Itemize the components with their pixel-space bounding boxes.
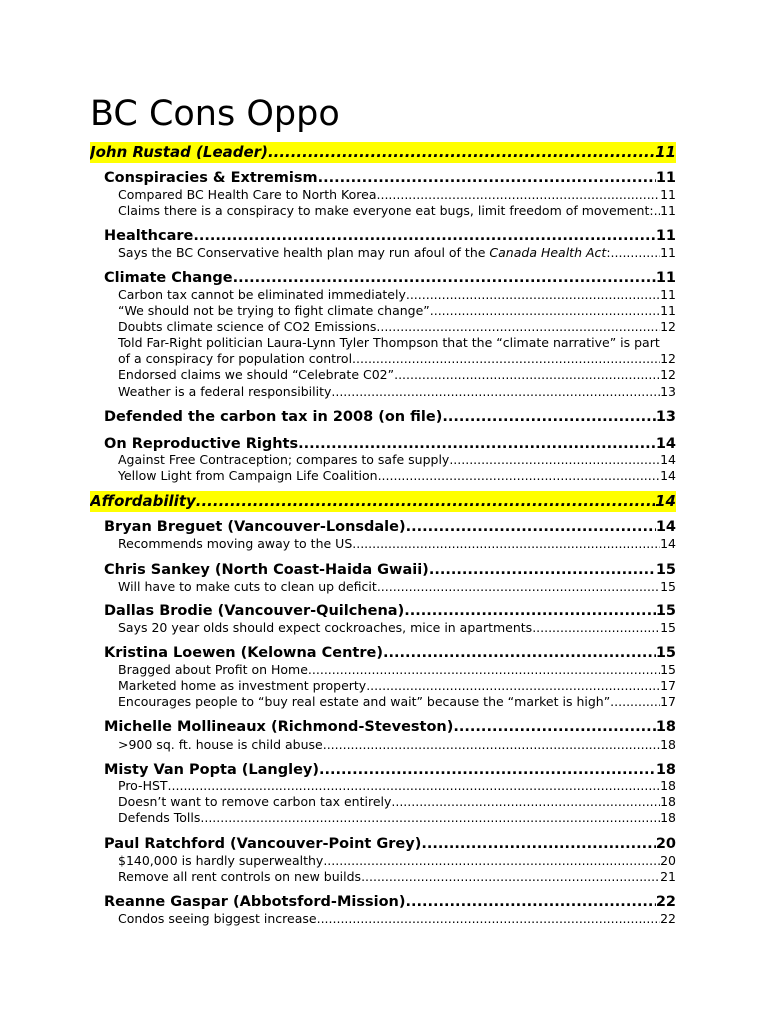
toc-entry-text: Says the BC Conservative health plan may run afoul of the — [118, 245, 490, 260]
toc-page-number: 14 — [660, 468, 676, 483]
toc-entry-level3[interactable] — [118, 620, 676, 636]
toc-page-number: 14 — [655, 436, 676, 452]
toc-page-number: 22 — [660, 911, 676, 926]
toc-entry-text: Marketed home as investment property — [118, 678, 367, 693]
toc-entry-level3[interactable] — [118, 579, 676, 595]
leader-dots — [317, 911, 660, 927]
toc-entry-level3[interactable] — [118, 678, 676, 694]
leader-dots — [361, 869, 660, 885]
toc-entry-level2[interactable] — [104, 268, 676, 288]
toc-entry-text: $140,000 is hardly superwealthy — [118, 853, 324, 868]
toc-entry-italic-text: Canada Health Act — [489, 245, 607, 260]
toc-page-number: 15 — [655, 645, 676, 661]
toc-entry-text: Bragged about Profit on Home — [118, 662, 308, 677]
toc-entry-text: Chris Sankey (North Coast-Haida Gwaii) — [104, 562, 429, 578]
toc-entry-level3[interactable] — [118, 452, 676, 468]
leader-dots — [378, 468, 661, 484]
toc-entry-level3[interactable] — [118, 853, 676, 869]
toc-entry-text: Condos seeing biggest increase — [118, 911, 317, 926]
toc-entry-level3[interactable] — [118, 287, 676, 303]
toc-entry-level3[interactable] — [118, 351, 676, 367]
toc-entry-text: Affordability — [90, 492, 196, 510]
toc-entry-text: Recommends moving away to the US — [118, 536, 353, 551]
toc-page-number: 22 — [655, 894, 676, 910]
toc-page-number: 11 — [660, 187, 676, 202]
leader-dots — [376, 319, 660, 335]
toc-entry-text: Remove all rent controls on new builds — [118, 869, 362, 884]
toc-page-number: 14 — [660, 536, 676, 551]
toc-page-number: 20 — [660, 853, 676, 868]
toc-entry-text-suffix: : — [606, 245, 611, 260]
toc-page-number: 15 — [655, 603, 676, 619]
toc-page-number: 13 — [660, 384, 676, 399]
toc-entry-text: Pro-HST — [118, 778, 168, 793]
leader-dots — [331, 384, 660, 400]
toc-page-number: 18 — [660, 794, 676, 809]
leader-dots — [352, 536, 660, 552]
leader-dots — [429, 560, 656, 580]
leader-dots — [383, 643, 656, 663]
toc-entry-level2[interactable] — [104, 601, 676, 621]
leader-dots — [404, 601, 656, 621]
toc-entry-text: Endorsed claims we should “Celebrate C02” — [118, 367, 395, 382]
toc-entry-level2[interactable] — [104, 407, 676, 427]
toc-page-number: 11 — [660, 245, 676, 260]
toc-entry-level3[interactable] — [118, 384, 676, 400]
toc-entry-text: Claims there is a conspiracy to make everyone eat bugs, limit freedom of movement: — [118, 203, 654, 218]
toc-entry-text: Misty Van Popta (Langley) — [104, 762, 320, 778]
toc-page-number: 14 — [660, 452, 676, 467]
toc-entry-text: Bryan Breguet (Vancouver-Lonsdale) — [104, 519, 406, 535]
toc-entry-level3[interactable] — [118, 203, 676, 219]
toc-entry-level3[interactable] — [118, 694, 676, 710]
leader-dots — [323, 853, 660, 869]
toc-page-number: 12 — [660, 367, 676, 382]
toc-entry-level3[interactable] — [118, 536, 676, 552]
leader-dots — [308, 662, 660, 678]
toc-entry-level3[interactable] — [118, 303, 676, 319]
toc-entry-level3[interactable] — [118, 737, 676, 753]
toc-entry-text: Yellow Light from Campaign Life Coalition — [118, 468, 378, 483]
toc-page-number: 11 — [660, 287, 676, 302]
leader-dots — [352, 351, 660, 367]
toc-entry-wrapped-line[interactable]: Told Far-Right politician Laura-Lynn Tyler Thompson that the “climate narrative” is part — [118, 335, 660, 350]
toc-entry-level3[interactable] — [118, 662, 676, 678]
toc-page-number: 18 — [655, 762, 676, 778]
toc-entry-text: >900 sq. ft. house is child abuse — [118, 737, 323, 752]
toc-entry-level3[interactable] — [118, 869, 676, 885]
toc-page-number: 20 — [655, 836, 676, 852]
toc-entry-level3[interactable] — [118, 187, 676, 203]
toc-page-number: 11 — [655, 270, 676, 286]
toc-entry-level2[interactable] — [104, 517, 676, 537]
toc-entry-text: Carbon tax cannot be eliminated immediately — [118, 287, 406, 302]
toc-entry-text: Paul Ratchford (Vancouver-Point Grey) — [104, 836, 422, 852]
toc-entry-level1[interactable] — [90, 491, 676, 512]
leader-dots — [449, 452, 660, 468]
toc-page-number: 17 — [660, 694, 676, 709]
toc-page-number: 21 — [660, 869, 676, 884]
toc-page-number: 17 — [660, 678, 676, 693]
toc-entry-text: Compared BC Health Care to North Korea — [118, 187, 377, 202]
toc-entry-level2[interactable] — [104, 560, 676, 580]
leader-dots — [193, 226, 655, 246]
toc-entry-level3[interactable] — [118, 319, 676, 335]
leader-dots — [406, 517, 656, 537]
toc-entry-level2[interactable] — [104, 834, 676, 854]
toc-page-number: 11 — [660, 203, 676, 218]
toc-page-number: 14 — [655, 492, 676, 510]
leader-dots — [532, 620, 660, 636]
toc-page-number: 13 — [655, 409, 676, 425]
leader-dots — [394, 367, 660, 383]
toc-entry-text: Will have to make cuts to clean up deficit — [118, 579, 377, 594]
leader-dots — [377, 579, 660, 595]
toc-entry-level3[interactable] — [118, 367, 676, 383]
toc-entry-level2[interactable] — [104, 643, 676, 663]
toc-page-number: 18 — [660, 810, 676, 825]
toc-entry-level2[interactable] — [104, 226, 676, 246]
toc-entry-text: Defends Tolls — [118, 810, 201, 825]
toc-entry-text: Says 20 year olds should expect cockroaches, mice in apartments — [118, 620, 533, 635]
leader-dots — [610, 694, 660, 710]
toc-entry-level2[interactable] — [104, 434, 676, 454]
leader-dots — [453, 717, 655, 737]
toc-entry-level3[interactable] — [118, 468, 676, 484]
toc-entry-text: Kristina Loewen (Kelowna Centre) — [104, 645, 383, 661]
toc-entry-text: John Rustad (Leader) — [90, 143, 268, 161]
toc-entry-text: Conspiracies & Extremism — [104, 170, 318, 186]
leader-dots — [323, 737, 660, 753]
toc-entry-level3[interactable] — [118, 911, 676, 927]
toc-entry-text: Doubts climate science of CO2 Emissions — [118, 319, 377, 334]
toc-page-number: 15 — [660, 662, 676, 677]
toc-page-number: 11 — [660, 303, 676, 318]
toc-page-number: 15 — [660, 579, 676, 594]
toc-entry-level2[interactable] — [104, 760, 676, 780]
toc-page-number: 18 — [660, 737, 676, 752]
leader-dots — [405, 892, 655, 912]
toc-entry-text: Doesn’t want to remove carbon tax entirely — [118, 794, 392, 809]
toc-entry-text: Against Free Contraception; compares to safe supply — [118, 452, 450, 467]
toc-entry-text: Healthcare — [104, 228, 194, 244]
toc-page-number: 12 — [660, 319, 676, 334]
toc-entry-text: Climate Change — [104, 270, 233, 286]
leader-dots — [319, 760, 656, 780]
toc-entry-level3[interactable] — [118, 794, 676, 810]
toc-entry-level2[interactable] — [104, 892, 676, 912]
toc-entry-text: Reanne Gaspar (Abbotsford-Mission) — [104, 894, 406, 910]
toc-page-number: 11 — [655, 228, 676, 244]
leader-dots — [196, 491, 655, 512]
toc-page-number: 15 — [655, 562, 676, 578]
leader-dots — [168, 778, 661, 794]
toc-page-number: 14 — [655, 519, 676, 535]
toc-entry-level2[interactable] — [104, 168, 676, 188]
toc-entry-level1[interactable] — [90, 142, 676, 163]
toc-entry-text: Defended the carbon tax in 2008 (on file) — [104, 409, 443, 425]
toc-entry-text: of a conspiracy for population control — [118, 351, 353, 366]
toc-page-number: 18 — [660, 778, 676, 793]
toc-entry-level3[interactable] — [118, 778, 676, 794]
toc-entry-level3[interactable] — [118, 245, 676, 261]
leader-dots — [406, 287, 660, 303]
toc-page-number: 15 — [660, 620, 676, 635]
leader-dots — [442, 407, 655, 427]
toc-page-number: 12 — [660, 351, 676, 366]
page-title: BC Cons Oppo — [90, 94, 340, 134]
toc-entry-text: Michelle Mollineaux (Richmond-Steveston) — [104, 719, 454, 735]
leader-dots — [611, 245, 661, 261]
leader-dots — [377, 187, 661, 203]
toc-entry-level3[interactable] — [118, 810, 676, 826]
leader-dots — [430, 303, 660, 319]
toc-entry-text: Encourages people to “buy real estate and wait” because the “market is high” — [118, 694, 611, 709]
leader-dots — [391, 794, 660, 810]
leader-dots — [366, 678, 660, 694]
leader-dots — [318, 168, 656, 188]
leader-dots — [200, 810, 660, 826]
toc-entry-text: On Reproductive Rights — [104, 436, 299, 452]
toc-page-number: 11 — [655, 143, 676, 161]
toc-entry-text: Weather is a federal responsibility — [118, 384, 332, 399]
leader-dots — [421, 834, 655, 854]
toc-entry-level2[interactable] — [104, 717, 676, 737]
leader-dots — [233, 268, 656, 288]
toc-entry-text: “We should not be trying to fight climate change” — [118, 303, 430, 318]
toc-page-number: 18 — [655, 719, 676, 735]
leader-dots — [298, 434, 656, 454]
toc-page-number: 11 — [655, 170, 676, 186]
leader-dots — [268, 142, 655, 163]
toc-entry-text: Dallas Brodie (Vancouver-Quilchena) — [104, 603, 405, 619]
